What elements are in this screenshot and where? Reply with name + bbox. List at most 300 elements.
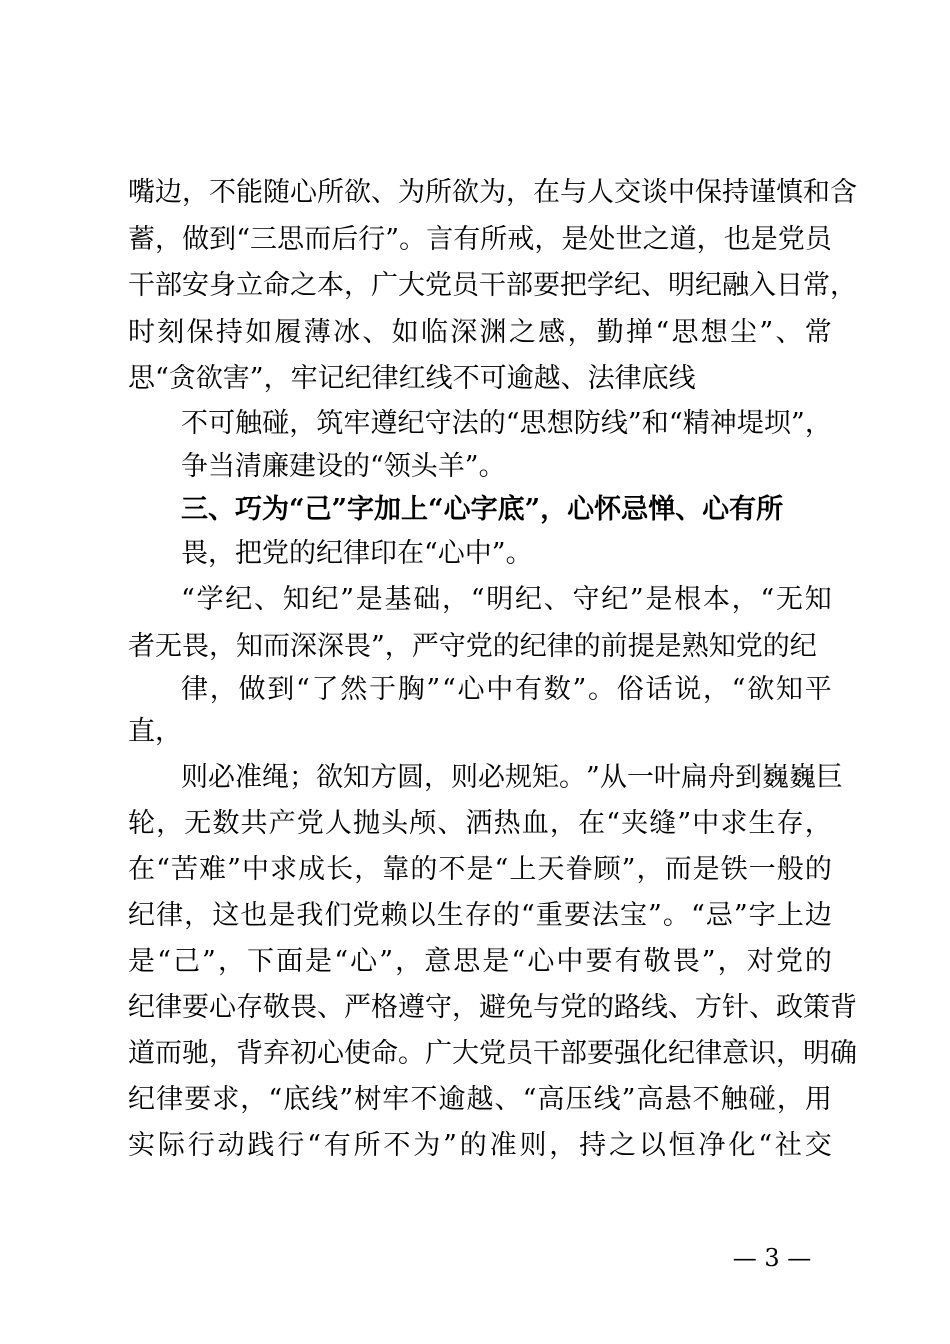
glyph: 则 [519, 1130, 547, 1161]
glyph: ， [830, 270, 857, 301]
glyph: 。 [399, 224, 427, 255]
text-line [128, 221, 832, 259]
glyph: 人 [324, 808, 352, 839]
glyph: 绳 [262, 762, 289, 793]
glyph: 思 [277, 224, 305, 255]
glyph: “ [690, 900, 705, 931]
glyph: 方 [695, 992, 722, 1023]
glyph: 党 [352, 900, 380, 931]
glyph: 意 [424, 946, 452, 977]
glyph: ， [217, 946, 245, 977]
glyph: “ [181, 584, 195, 615]
glyph: “ [655, 317, 670, 348]
glyph: 能 [236, 177, 263, 208]
glyph: ， [717, 946, 745, 977]
text-line [128, 1127, 832, 1165]
text-line: 直， [128, 716, 182, 747]
glyph: 产 [268, 808, 296, 839]
glyph: 格 [371, 992, 398, 1023]
glyph: 要 [182, 992, 209, 1023]
glyph: ， [549, 1130, 577, 1161]
glyph: 思 [453, 946, 481, 977]
glyph: 含 [830, 177, 857, 208]
glyph: 高 [636, 1084, 664, 1115]
glyph: 遵 [370, 408, 398, 439]
text-line [128, 1035, 857, 1073]
glyph: 动 [217, 1130, 245, 1161]
glyph: 心 [527, 946, 555, 977]
glyph: 免 [506, 992, 533, 1023]
glyph: 畏 [290, 992, 317, 1023]
glyph: ” [339, 1084, 354, 1115]
glyph: ， [182, 177, 209, 208]
glyph: 背 [830, 992, 857, 1023]
glyph: 纪 [614, 270, 641, 301]
glyph: 线 [641, 992, 668, 1023]
glyph: 必 [208, 762, 235, 793]
glyph: 薄 [303, 317, 331, 348]
glyph: 融 [722, 270, 749, 301]
glyph: 持 [215, 317, 243, 348]
glyph: 心 [457, 674, 485, 705]
glyph: 干 [533, 1038, 560, 1069]
glyph: 慎 [776, 177, 803, 208]
glyph: 交 [804, 1130, 832, 1161]
glyph: 对 [746, 946, 774, 977]
glyph: ； [289, 762, 316, 793]
glyph: ” [572, 674, 587, 705]
glyph: 员 [506, 1038, 533, 1069]
glyph: 守 [572, 584, 600, 615]
glyph: 敬 [643, 946, 671, 977]
glyph: 缝 [649, 808, 677, 839]
glyph: 于 [368, 674, 396, 705]
glyph: 是 [750, 224, 778, 255]
text-line [181, 671, 832, 709]
glyph: 谨 [749, 177, 776, 208]
glyph: 命 [263, 270, 290, 301]
glyph: ” [648, 900, 662, 931]
glyph: 般 [776, 854, 804, 885]
glyph: 洒 [465, 808, 493, 839]
glyph: 舟 [707, 762, 735, 793]
glyph: 政 [776, 992, 803, 1023]
glyph: 靠 [382, 854, 410, 885]
glyph: 是 [355, 584, 383, 615]
glyph: 颅 [409, 808, 437, 839]
glyph: 字 [748, 900, 776, 931]
glyph: ， [731, 584, 759, 615]
glyph: 边 [155, 177, 182, 208]
glyph: 社 [774, 1130, 802, 1161]
section-heading: 三、巧为“己”字加上“心字底”，心怀忌惮、心有所 [181, 494, 784, 525]
section-heading-continued: 畏，把党的纪律印在“心中”。 [181, 538, 533, 569]
glyph: 而 [304, 224, 332, 255]
glyph: 了 [311, 674, 339, 705]
glyph: ， [776, 1084, 804, 1115]
glyph: 党 [775, 946, 803, 977]
text-line [128, 174, 857, 212]
glyph: 纪 [128, 1084, 155, 1115]
glyph: 本 [702, 584, 730, 615]
text-line: 思“贪欲害”，牢记纪律红线不可逾越、法律底线 [128, 363, 696, 394]
glyph: 底 [283, 1084, 311, 1115]
glyph: 下 [247, 946, 275, 977]
glyph: 方 [370, 762, 397, 793]
glyph: 天 [537, 854, 565, 885]
glyph: 党 [560, 992, 587, 1023]
text-line [128, 314, 832, 352]
glyph: ， [804, 408, 832, 439]
glyph: 可 [208, 408, 236, 439]
glyph: 无 [184, 808, 212, 839]
glyph: 路 [614, 992, 641, 1023]
glyph: 数 [212, 808, 240, 839]
glyph: 广 [425, 1038, 452, 1069]
glyph: 欲 [747, 674, 775, 705]
glyph: 这 [212, 900, 240, 931]
glyph: ， [696, 224, 724, 255]
glyph: 轮 [128, 808, 155, 839]
glyph: 在 [578, 808, 605, 839]
glyph: ” [340, 584, 355, 615]
glyph: ， [636, 854, 664, 885]
glyph: 掸 [626, 317, 654, 348]
glyph: 要 [585, 946, 613, 977]
glyph: 识 [749, 1038, 776, 1069]
glyph: 所 [480, 224, 508, 255]
glyph: 不 [209, 177, 236, 208]
glyph: 严 [344, 992, 371, 1023]
glyph: 的 [478, 408, 506, 439]
glyph: 律 [181, 674, 208, 705]
glyph: 不 [383, 1130, 411, 1161]
glyph: 知 [775, 674, 803, 705]
glyph: 防 [573, 408, 601, 439]
glyph: 有 [514, 674, 542, 705]
glyph: 巍 [761, 762, 789, 793]
glyph: 纪 [128, 992, 155, 1023]
glyph: 俗 [616, 674, 644, 705]
glyph: 共 [240, 808, 268, 839]
glyph: 碰 [262, 408, 290, 439]
glyph: 尘 [730, 317, 758, 348]
glyph: “ [522, 1084, 537, 1115]
glyph: “ [511, 946, 526, 977]
glyph: 际 [157, 1130, 185, 1161]
glyph: ， [240, 1084, 268, 1115]
glyph: 渊 [479, 317, 507, 348]
glyph: 压 [565, 1084, 593, 1115]
glyph: 知 [804, 584, 832, 615]
glyph: 难 [199, 854, 226, 885]
glyph: 。 [662, 900, 690, 931]
glyph: 畏 [672, 946, 700, 977]
glyph: 平 [804, 674, 832, 705]
glyph: 之 [290, 270, 317, 301]
glyph: 身 [209, 270, 236, 301]
glyph: ， [424, 762, 451, 793]
glyph: “ [307, 1130, 321, 1161]
glyph: 不 [692, 1084, 720, 1115]
glyph: 之 [608, 1130, 636, 1161]
glyph: 以 [408, 900, 436, 931]
glyph: 员 [452, 270, 479, 301]
glyph: 日 [776, 270, 803, 301]
glyph: 有 [453, 224, 481, 255]
glyph: 嘴 [128, 177, 155, 208]
glyph: 生 [436, 900, 464, 931]
glyph: 持 [579, 1130, 607, 1161]
glyph: 律 [155, 992, 182, 1023]
glyph: 党 [777, 224, 805, 255]
glyph: 戒 [507, 224, 535, 255]
glyph: ” [443, 1130, 457, 1161]
glyph: 也 [723, 224, 751, 255]
glyph: 的 [587, 992, 614, 1023]
glyph: 也 [240, 900, 268, 931]
glyph: 一 [626, 762, 654, 793]
glyph: 所 [425, 177, 452, 208]
glyph: “ [334, 946, 349, 977]
glyph: 学 [196, 584, 224, 615]
glyph: 要 [587, 1038, 614, 1069]
glyph: 心 [290, 177, 317, 208]
glyph: 上 [776, 900, 804, 931]
glyph: 部 [560, 1038, 587, 1069]
glyph: 道 [128, 1038, 155, 1069]
glyph: 、 [437, 808, 465, 839]
glyph: 到 [209, 224, 237, 255]
glyph: 说 [674, 674, 702, 705]
glyph: “ [668, 408, 683, 439]
glyph: 心 [317, 1038, 344, 1069]
glyph: 部 [506, 270, 533, 301]
glyph: 人 [587, 177, 614, 208]
text-line [181, 759, 843, 797]
glyph: “ [758, 1130, 772, 1161]
glyph: 中 [668, 177, 695, 208]
glyph: 想 [700, 317, 728, 348]
glyph: 常 [804, 317, 832, 348]
glyph: 用 [804, 1084, 832, 1115]
glyph: 学 [587, 270, 614, 301]
glyph: 不 [181, 408, 208, 439]
glyph: 员 [804, 224, 832, 255]
glyph: 圆 [397, 762, 424, 793]
glyph: “ [731, 674, 746, 705]
glyph: ” [621, 854, 636, 885]
text-line [128, 805, 832, 843]
glyph: 所 [317, 177, 344, 208]
page-number: — 3 — [732, 1244, 812, 1272]
text-line [128, 851, 832, 889]
glyph: 要 [184, 1084, 212, 1115]
glyph: 。 [398, 1038, 425, 1069]
glyph: 堤 [736, 408, 764, 439]
glyph: ， [702, 674, 730, 705]
text-line [181, 405, 832, 443]
glyph: 强 [614, 1038, 641, 1069]
glyph: “ [268, 1084, 283, 1115]
glyph: 律 [156, 900, 184, 931]
glyph: 的 [410, 854, 438, 885]
glyph: 。 [559, 762, 586, 793]
glyph: 不 [410, 1084, 438, 1115]
text-line: 争当清廉建设的“领头羊”。 [181, 451, 506, 482]
glyph: 求 [720, 808, 748, 839]
glyph: 纪 [514, 584, 542, 615]
glyph: 安 [182, 270, 209, 301]
glyph: 高 [537, 1084, 565, 1115]
glyph: 神 [709, 408, 737, 439]
glyph: ， [549, 808, 577, 839]
glyph: 守 [425, 992, 452, 1023]
text-line [128, 1081, 832, 1119]
glyph: 有 [614, 946, 642, 977]
glyph: 背 [236, 1038, 263, 1069]
glyph: 所 [353, 1130, 381, 1161]
glyph: 、 [543, 584, 571, 615]
glyph: 化 [728, 1130, 756, 1161]
glyph: 边 [804, 900, 832, 931]
glyph: ， [441, 584, 469, 615]
glyph: “ [441, 674, 456, 705]
glyph: 敬 [263, 992, 290, 1023]
glyph: 我 [296, 900, 324, 931]
glyph: 、 [749, 992, 776, 1023]
glyph: 后 [331, 224, 359, 255]
glyph: 纪 [397, 408, 425, 439]
glyph: ， [452, 992, 479, 1023]
glyph: 纪 [311, 584, 339, 615]
glyph: 触 [235, 408, 263, 439]
glyph: 广 [371, 270, 398, 301]
glyph: ” [733, 900, 748, 931]
glyph: 矩 [532, 762, 559, 793]
text-line [128, 267, 857, 305]
text-line [128, 897, 832, 935]
glyph: ” [759, 317, 774, 348]
glyph: 思 [519, 408, 547, 439]
glyph: 忌 [705, 900, 733, 931]
glyph: ， [289, 408, 317, 439]
glyph: 遵 [398, 992, 425, 1023]
glyph: 谈 [641, 177, 668, 208]
glyph: 头 [381, 808, 409, 839]
glyph: 、 [254, 584, 282, 615]
glyph: 筑 [316, 408, 344, 439]
glyph: ， [156, 808, 184, 839]
glyph: 夹 [621, 808, 649, 839]
glyph: 大 [398, 270, 425, 301]
glyph: 的 [804, 854, 832, 885]
glyph: 存 [776, 808, 804, 839]
glyph: 基 [384, 584, 412, 615]
glyph: 时 [128, 317, 155, 348]
glyph: 之 [642, 224, 670, 255]
glyph: 则 [181, 762, 208, 793]
glyph: 精 [682, 408, 710, 439]
glyph: 勤 [596, 317, 624, 348]
glyph: 悬 [664, 1084, 692, 1115]
glyph: 是 [645, 584, 673, 615]
glyph: 热 [493, 808, 521, 839]
glyph: “ [760, 584, 775, 615]
glyph: 而 [155, 1038, 182, 1069]
glyph: 则 [451, 762, 478, 793]
glyph: 碰 [748, 1084, 776, 1115]
glyph: 、 [317, 992, 344, 1023]
glyph: 部 [155, 270, 182, 301]
glyph: 一 [748, 854, 776, 885]
glyph: 话 [645, 674, 673, 705]
glyph: 、 [362, 317, 390, 348]
glyph: 策 [803, 992, 830, 1023]
glyph: ， [395, 946, 423, 977]
glyph: 和 [803, 177, 830, 208]
glyph: “ [295, 674, 310, 705]
glyph: 做 [182, 224, 210, 255]
glyph: 实 [128, 1130, 155, 1161]
glyph: 中 [241, 854, 269, 885]
glyph: “ [606, 808, 620, 839]
glyph: 立 [236, 270, 263, 301]
glyph: 上 [509, 854, 537, 885]
glyph: 线 [593, 1084, 621, 1115]
glyph: 是 [482, 946, 510, 977]
glyph: 宝 [619, 900, 647, 931]
glyph: 律 [156, 1084, 184, 1115]
glyph: 和 [641, 408, 669, 439]
glyph: 行 [187, 1130, 215, 1161]
glyph: 深 [450, 317, 478, 348]
glyph: 干 [128, 270, 155, 301]
glyph: 本 [317, 270, 344, 301]
glyph: 之 [508, 317, 536, 348]
glyph: 树 [354, 1084, 382, 1115]
glyph: ” [677, 808, 692, 839]
glyph: 行 [358, 224, 386, 255]
glyph: ” [627, 408, 642, 439]
glyph: 的 [804, 946, 832, 977]
glyph: 恒 [668, 1130, 696, 1161]
glyph: 明 [803, 1038, 830, 1069]
glyph: 成 [298, 854, 326, 885]
glyph: ， [567, 317, 595, 348]
glyph: 在 [533, 177, 560, 208]
glyph: ” [701, 946, 716, 977]
glyph: 是 [692, 854, 720, 885]
glyph: ， [155, 224, 183, 255]
glyph: 如 [245, 317, 273, 348]
glyph: 从 [599, 762, 627, 793]
glyph: ” [227, 854, 241, 885]
glyph: 言 [426, 224, 454, 255]
glyph: 与 [533, 992, 560, 1023]
glyph: 眷 [565, 854, 593, 885]
glyph: 、 [641, 270, 668, 301]
glyph: 欲 [316, 762, 343, 793]
glyph: 持 [722, 177, 749, 208]
glyph: “ [236, 224, 250, 255]
glyph: 初 [290, 1038, 317, 1069]
glyph: 数 [543, 674, 571, 705]
glyph: 赖 [380, 900, 408, 931]
glyph: 铁 [720, 854, 748, 885]
glyph: 纪 [668, 1038, 695, 1069]
glyph: 党 [479, 1038, 506, 1069]
